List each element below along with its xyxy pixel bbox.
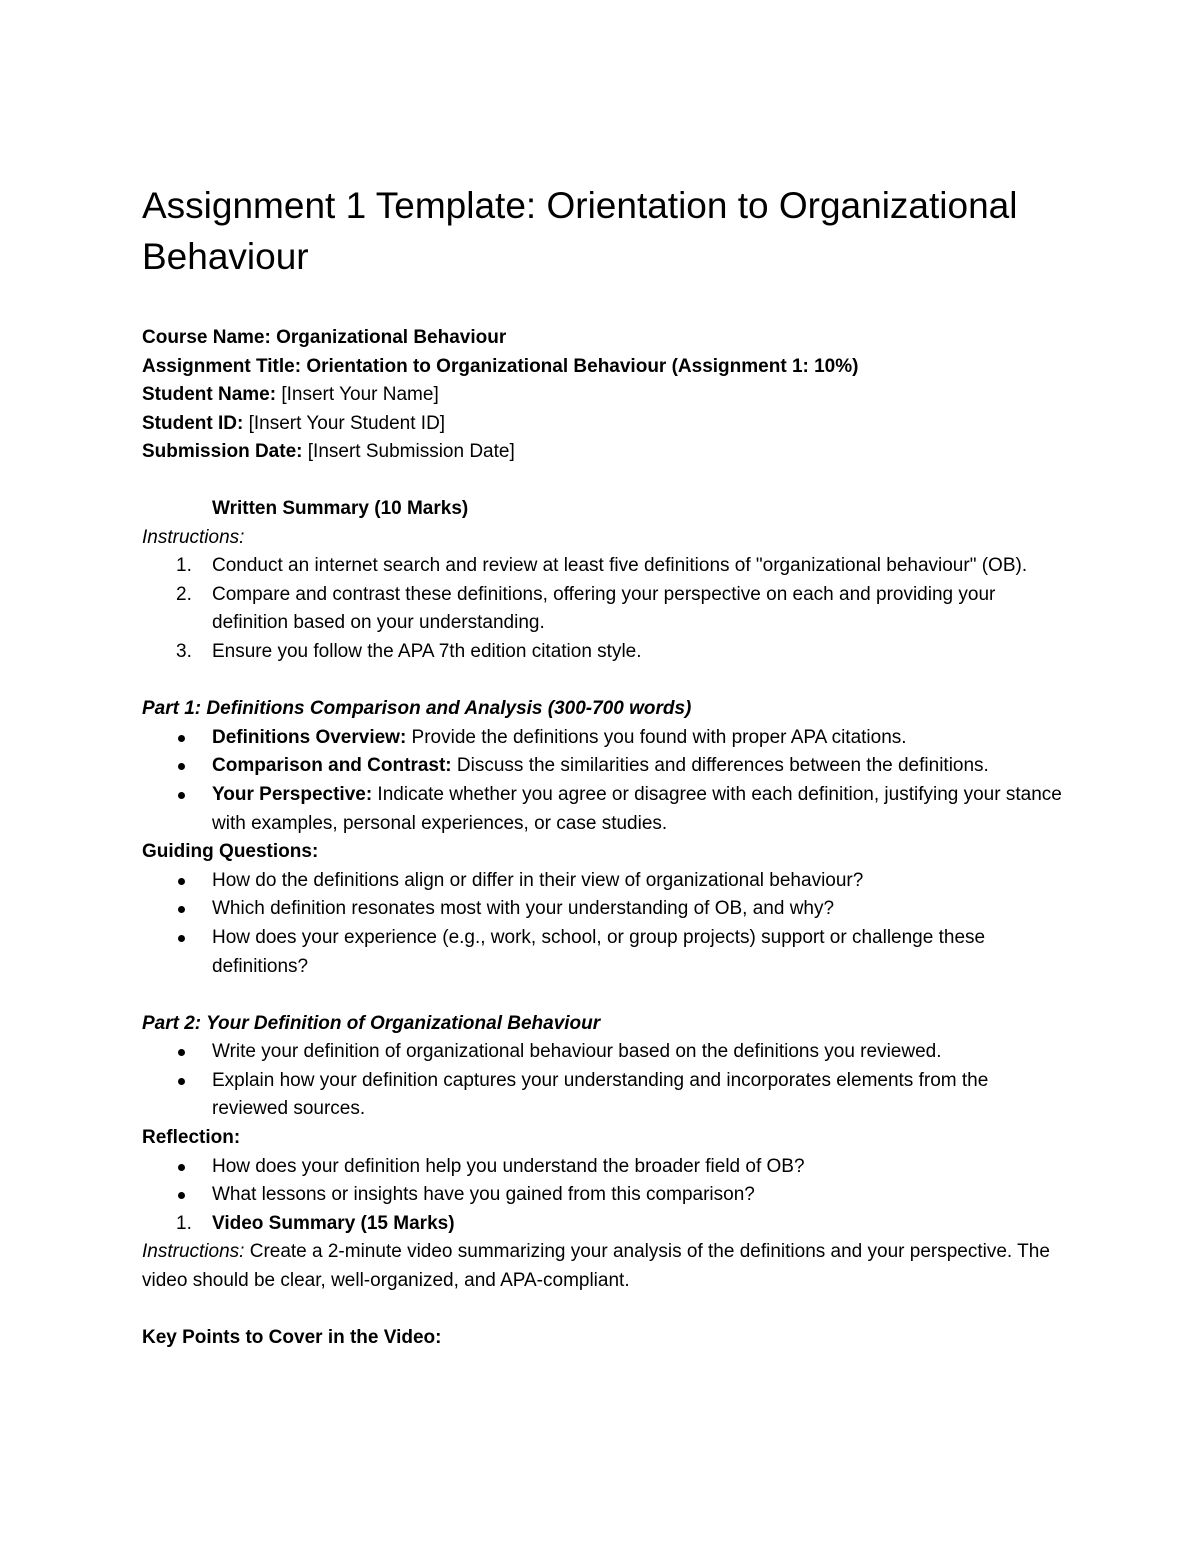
list-item: How does your definition help you understand the broader field of OB? bbox=[142, 1153, 1067, 1182]
key-points-label: Key Points to Cover in the Video: bbox=[142, 1327, 442, 1349]
bullet-icon bbox=[178, 878, 185, 885]
video-summary-heading: 1. Video Summary (15 Marks) bbox=[176, 1212, 455, 1234]
list-item: Comparison and Contrast: Discuss the similarities and differences between the definitions. bbox=[142, 752, 1067, 781]
list-item: 1. Conduct an internet search and review at least five definitions of "organizational behaviour" (OB). bbox=[176, 555, 1028, 577]
bullet-icon bbox=[178, 792, 185, 799]
spacer bbox=[142, 981, 1067, 1010]
spacer bbox=[142, 667, 1067, 696]
list-item: Write your definition of organizational behaviour based on the definitions you reviewed. bbox=[142, 1038, 1067, 1067]
meta-submission-date: Submission Date: [Insert Submission Date] bbox=[142, 441, 515, 463]
bullet-icon bbox=[178, 1192, 185, 1199]
part1-heading: Part 1: Definitions Comparison and Analysis (300-700 words) bbox=[142, 698, 692, 720]
list-item: 3. Ensure you follow the APA 7th edition citation style. bbox=[176, 640, 642, 662]
written-summary-instructions-label: Instructions: bbox=[142, 526, 245, 548]
assignment-meta bbox=[142, 324, 858, 467]
part2-heading: Part 2: Your Definition of Organizational Behaviour bbox=[142, 1012, 601, 1034]
list-item: Which definition resonates most with your understanding of OB, and why? bbox=[142, 895, 1067, 924]
reflection-list bbox=[142, 1153, 1067, 1210]
guiding-questions-label: Guiding Questions: bbox=[142, 841, 319, 863]
bullet-icon bbox=[178, 1078, 185, 1085]
reflection-label: Reflection: bbox=[142, 1127, 241, 1149]
document-title: Assignment 1 Template: Orientation to Organizational Behaviour bbox=[142, 185, 1018, 277]
bullet-icon bbox=[178, 735, 185, 742]
video-instructions: Instructions: Create a 2-minute video summarizing your analysis of the definitions and your perspective. The video should be clear, well-organized, and APA-compliant. bbox=[142, 1241, 1050, 1292]
meta-student-name: Student Name: [Insert Your Name] bbox=[142, 384, 439, 406]
meta-course-name: Course Name: Organizational Behaviour bbox=[142, 327, 507, 348]
list-item: 2. Compare and contrast these definitions, offering your perspective on each and providing your definition based on your understanding. bbox=[176, 583, 996, 634]
spacer bbox=[142, 1296, 1067, 1325]
meta-assignment-title: Assignment Title: Orientation to Organizational Behaviour (Assignment 1: 10%) bbox=[142, 355, 859, 377]
written-summary-heading: Written Summary (10 Marks) bbox=[212, 498, 469, 519]
list-item: Definitions Overview: Provide the definitions you found with proper APA citations. bbox=[142, 724, 1067, 753]
meta-student-id: Student ID: [Insert Your Student ID] bbox=[142, 412, 446, 434]
list-item: What lessons or insights have you gained from this comparison? bbox=[142, 1181, 1067, 1210]
bullet-icon bbox=[178, 1164, 185, 1171]
bullet-icon bbox=[178, 763, 185, 770]
video-summary-list bbox=[142, 1210, 1067, 1239]
bullet-icon bbox=[178, 906, 185, 913]
written-summary-steps bbox=[142, 552, 1067, 666]
list-item: How does your experience (e.g., work, school, or group projects) support or challenge these definitions? bbox=[142, 924, 1067, 981]
guiding-questions-list bbox=[142, 867, 1067, 981]
document-body bbox=[142, 495, 1067, 1353]
list-item: How do the definitions align or differ in their view of organizational behaviour? bbox=[142, 867, 1067, 896]
part2-bullets bbox=[142, 1038, 1067, 1124]
list-item: Explain how your definition captures your understanding and incorporates elements from the reviewed sources. bbox=[142, 1067, 1067, 1124]
bullet-icon bbox=[178, 1049, 185, 1056]
list-item: Your Perspective: Indicate whether you agree or disagree with each definition, justifying your stance with examples, personal experiences, or case studies. bbox=[142, 781, 1067, 838]
bullet-icon bbox=[178, 935, 185, 942]
part1-bullets bbox=[142, 724, 1067, 838]
